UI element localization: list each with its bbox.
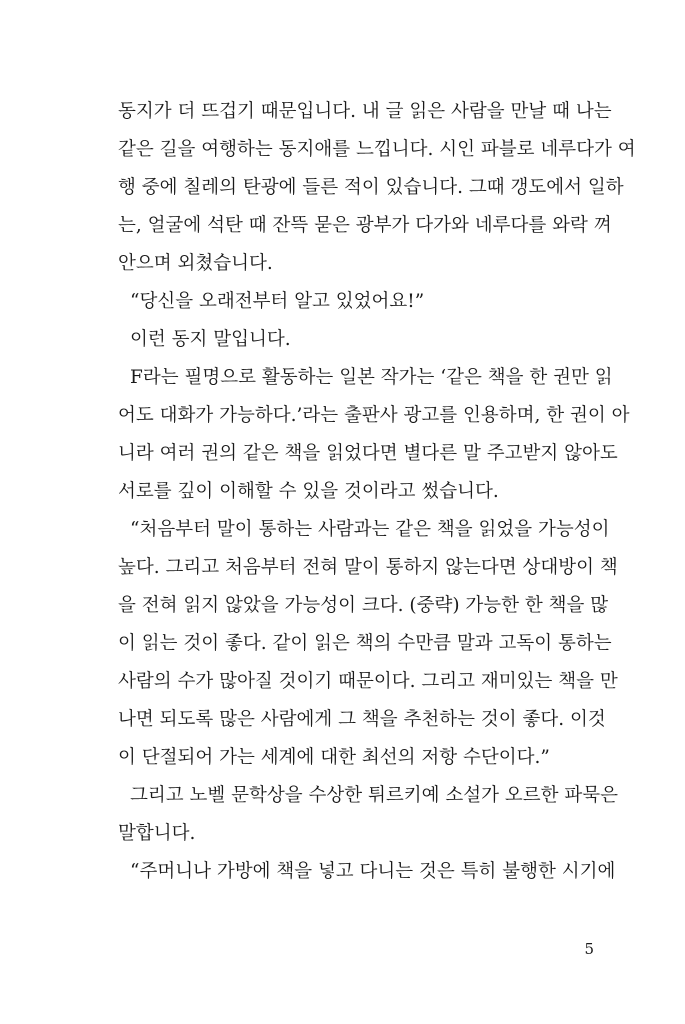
text-line: 이런 동지 말입니다. — [130, 329, 291, 350]
text-line: 어도 대화가 가능하다.’라는 출판사 광고를 인용하며, 한 권이 아 — [118, 405, 630, 426]
text-line: 그리고 노벨 문학상을 수상한 튀르키예 소설가 오르한 파묵은 — [130, 785, 618, 806]
text-line: 서로를 깊이 이해할 수 있을 것이라고 썼습니다. — [118, 481, 499, 502]
text-line: 같은 길을 여행하는 동지애를 느낍니다. 시인 파블로 네루다가 여 — [118, 139, 636, 160]
page-number: 5 — [584, 940, 594, 958]
text-line: 을 전혀 읽지 않았을 가능성이 크다. (중략) 가능한 한 책을 많 — [118, 595, 609, 616]
text-line: 이 읽는 것이 좋다. 같이 읽은 책의 수만큼 말과 고독이 통하는 — [118, 633, 612, 654]
text-line: 행 중에 칠레의 탄광에 들른 적이 있습니다. 그때 갱도에서 일하 — [118, 177, 624, 198]
text-line: 는, 얼굴에 석탄 때 잔뜩 묻은 광부가 다가와 네루다를 와락 껴 — [118, 215, 612, 236]
text-line: 말합니다. — [118, 823, 196, 844]
text-line: 이 단절되어 가는 세계에 대한 최선의 저항 수단이다.” — [118, 747, 550, 768]
text-line: “주머니나 가방에 책을 넣고 다니는 것은 특히 불행한 시기에 — [130, 861, 616, 882]
text-line: F라는 필명으로 활동하는 일본 작가는 ‘같은 책을 한 권만 읽 — [130, 367, 613, 388]
text-line: “당신을 오래전부터 알고 있었어요!” — [130, 291, 425, 312]
text-line: 동지가 더 뜨겁기 때문입니다. 내 글 읽은 사람을 만날 때 나는 — [118, 101, 612, 122]
text-line: “처음부터 말이 통하는 사람과는 같은 책을 읽었을 가능성이 — [130, 519, 610, 540]
text-line: 사람의 수가 많아질 것이기 때문이다. 그리고 재미있는 책을 만 — [118, 671, 618, 692]
text-line: 니라 여러 권의 같은 책을 읽었다면 별다른 말 주고받지 않아도 — [118, 443, 618, 464]
text-line: 나면 되도록 많은 사람에게 그 책을 추천하는 것이 좋다. 이것 — [118, 709, 606, 730]
text-line: 높다. 그리고 처음부터 전혀 말이 통하지 않는다면 상대방이 책 — [118, 557, 618, 578]
text-line: 안으며 외쳤습니다. — [118, 253, 273, 274]
